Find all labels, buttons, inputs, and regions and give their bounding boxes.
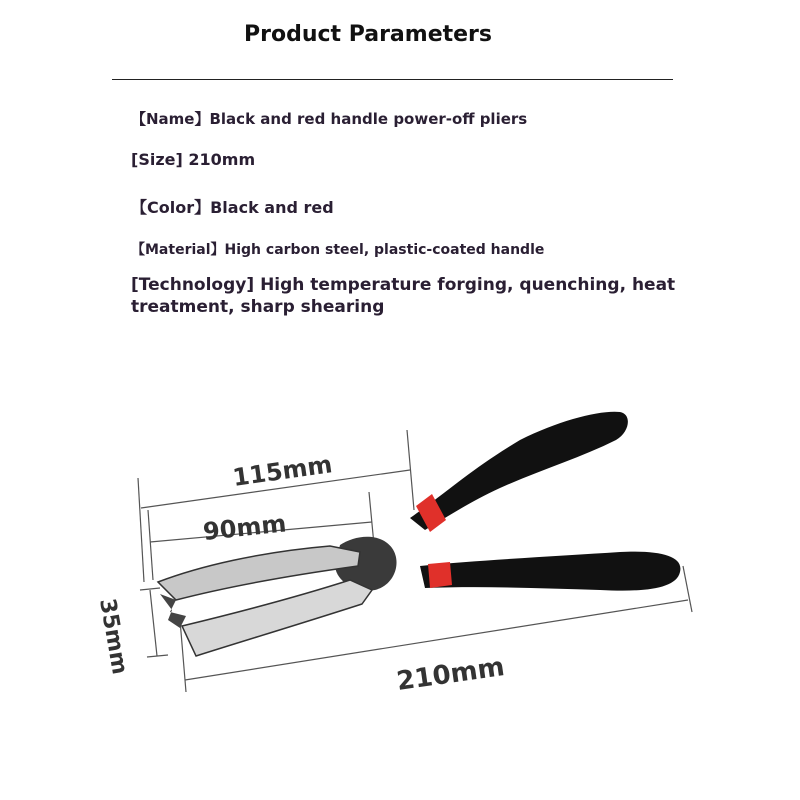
param-name [131, 108, 527, 129]
param-color-label: 【Color】 [131, 198, 211, 217]
pliers-lower-handle [420, 552, 680, 591]
param-material-value: High carbon steel, plastic-coated handle [224, 242, 545, 258]
dim-label-90mm: 90mm [201, 509, 288, 546]
dim-label-210mm: 210mm [394, 652, 507, 697]
param-technology-label: [Technology] [131, 275, 255, 295]
title-divider [112, 79, 673, 80]
page-title: Product Parameters [243, 22, 492, 47]
pliers-diagram [0, 360, 800, 800]
param-material [131, 239, 544, 259]
param-name-value: Black and red handle power-off pliers [209, 110, 528, 128]
param-name-label: 【Name】 [131, 110, 210, 128]
param-color-value: Black and red [210, 198, 334, 217]
dim-label-35mm: 35mm [94, 596, 132, 677]
param-technology-value: High temperature forging, quenching, heat treatment, sharp shearing [131, 275, 676, 317]
param-size [131, 150, 255, 169]
lower-grip-band [428, 562, 452, 588]
pliers-upper-handle [410, 412, 628, 530]
param-material-label: 【Material】 [131, 242, 225, 258]
param-technology [131, 274, 691, 318]
param-size-value: 210mm [188, 150, 256, 169]
param-size-label: [Size] [131, 150, 183, 169]
dim-label-115mm: 115mm [230, 450, 334, 492]
param-color [131, 195, 334, 218]
